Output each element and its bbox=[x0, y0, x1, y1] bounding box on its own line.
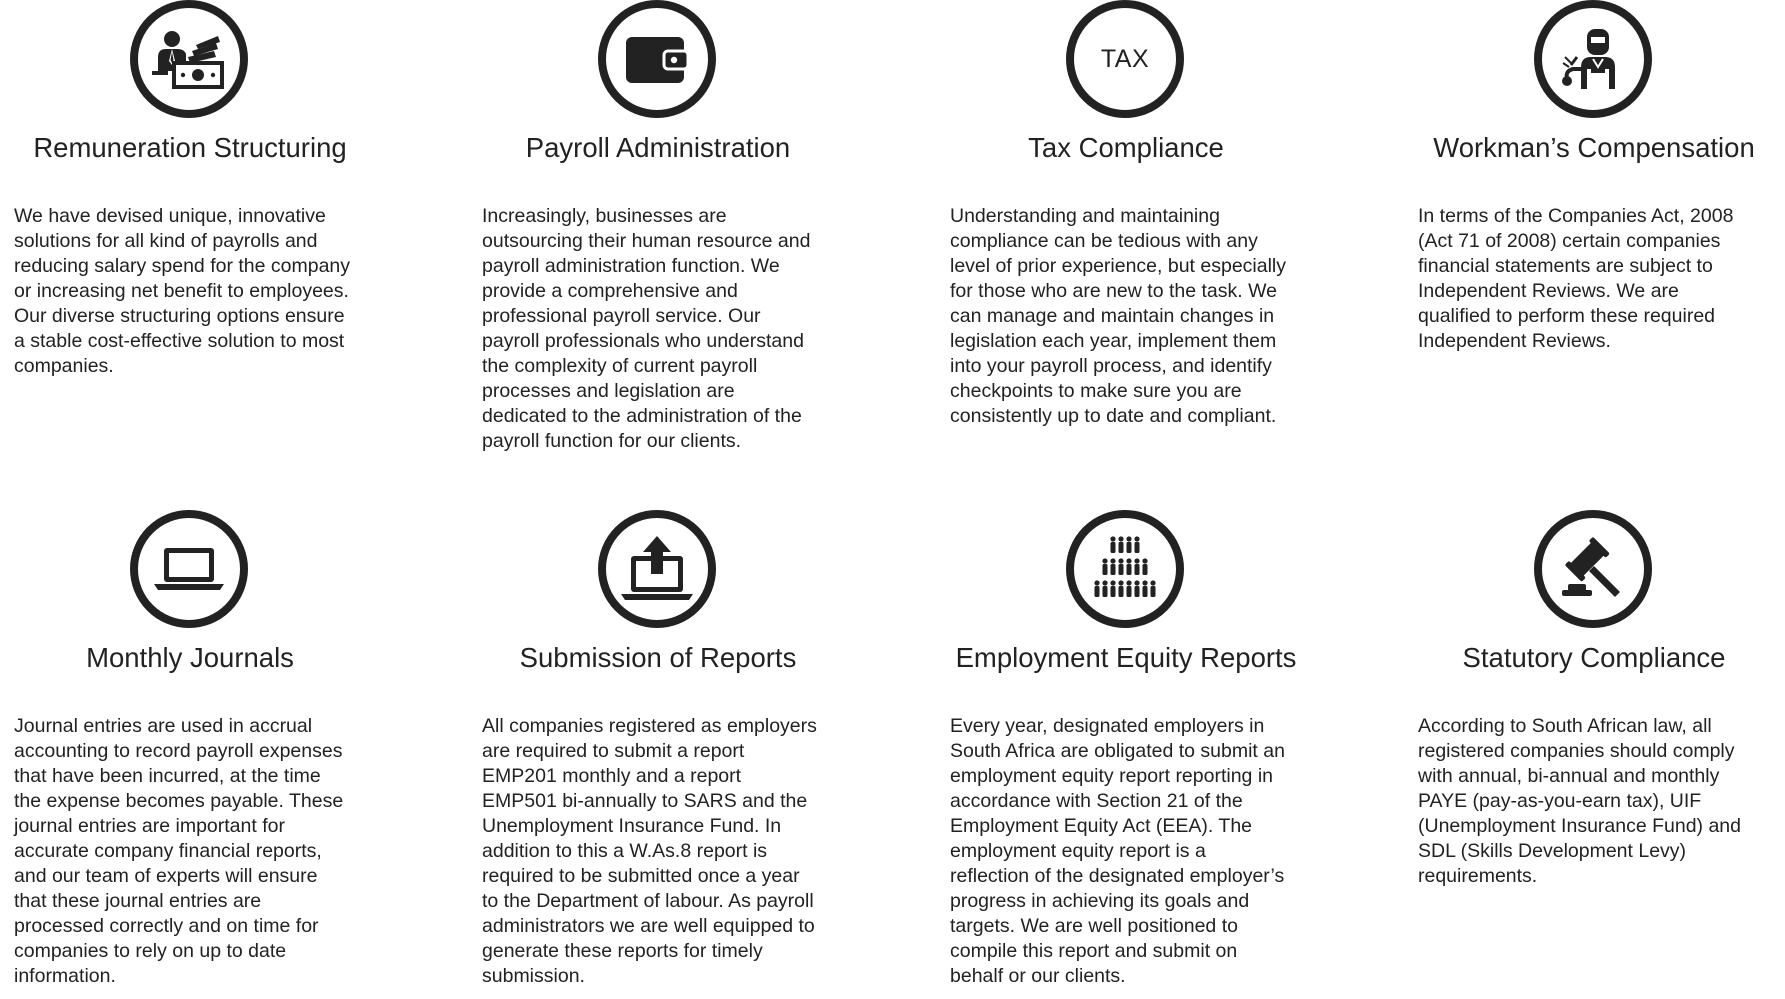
card-title: Tax Compliance bbox=[1028, 132, 1224, 163]
tax-icon-label: TAX bbox=[1100, 44, 1150, 73]
card-title: Remuneration Structuring bbox=[33, 132, 347, 163]
card-title: Statutory Compliance bbox=[1462, 642, 1726, 673]
card-title: Submission of Reports bbox=[519, 642, 797, 673]
card-description: We have devised unique, innovative solutions for all kind of payrolls and reducing salary spend for the company or increasing net benefit to employees. Our diverse structuring options ensure a stable cost-effective solution to most companies. bbox=[14, 205, 351, 377]
welder-icon bbox=[1534, 0, 1652, 118]
remuneration-icon bbox=[130, 0, 248, 118]
laptop-icon bbox=[130, 510, 248, 628]
card-description: All companies registered as employers are required to submit a report EMP201 monthly and a report EMP501 bi-annually to SARS and the Unemployment Insurance Fund. In addition to this a W.As.8 report is required to be submitted once a year to the Department of labour. As payroll administrators we are well equipped to generate these reports for timely submission. bbox=[482, 715, 817, 987]
card-description: Understanding and maintaining compliance can be tedious with any level of prior experience, but especially for those who are new to the task. We can manage and maintain changes in legislation each year, implement them into your payroll process, and identify checkpoints to make sure you are consistently up to date and compliant. bbox=[950, 205, 1287, 427]
card-description: Increasingly, businesses are outsourcing their human resource and payroll administration function. We provide a comprehensive and professional payroll service. Our payroll professionals who understand the complexity of current payroll processes and legislation are dedicated to the administration of the payroll function for our clients. bbox=[482, 205, 811, 452]
card-title: Payroll Administration bbox=[525, 132, 791, 163]
card-description: According to South African law, all registered companies should comply with annual, bi-annual and monthly PAYE (pay-as-you-earn tax), UIF (Unemployment Insurance Fund) and SDL (Skills Development Levy) requirements. bbox=[1418, 715, 1741, 887]
card-title: Workman’s Compensation bbox=[1433, 132, 1755, 163]
card-title: Employment Equity Reports bbox=[955, 642, 1297, 673]
tax-icon bbox=[1066, 0, 1184, 118]
card-description: In terms of the Companies Act, 2008 (Act 71 of 2008) certain companies financial statements are subject to Independent Reviews. We are qualified to perform these required Independent Reviews. bbox=[1418, 205, 1734, 352]
card-title: Monthly Journals bbox=[86, 642, 294, 673]
people-pyramid-icon bbox=[1066, 510, 1184, 628]
card-description: Journal entries are used in accrual accounting to record payroll expenses that have been incurred, at the time the expense becomes payable. These journal entries are important for accurate company financial reports, and our team of experts will ensure that these journal entries are processed correctly and on time for companies to rely on up to date information. bbox=[14, 715, 344, 987]
laptop-upload-icon bbox=[598, 510, 716, 628]
gavel-icon bbox=[1534, 510, 1652, 628]
card-description: Every year, designated employers in South Africa are obligated to submit an employment equity report reporting in accordance with Section 21 of the Employment Equity Act (EEA). The employment equity report is a reflection of the designated employer’s progress in achieving its goals and targets. We are well positioned to compile this report and submit on behalf or our clients. bbox=[950, 715, 1285, 987]
wallet-icon bbox=[598, 0, 716, 118]
